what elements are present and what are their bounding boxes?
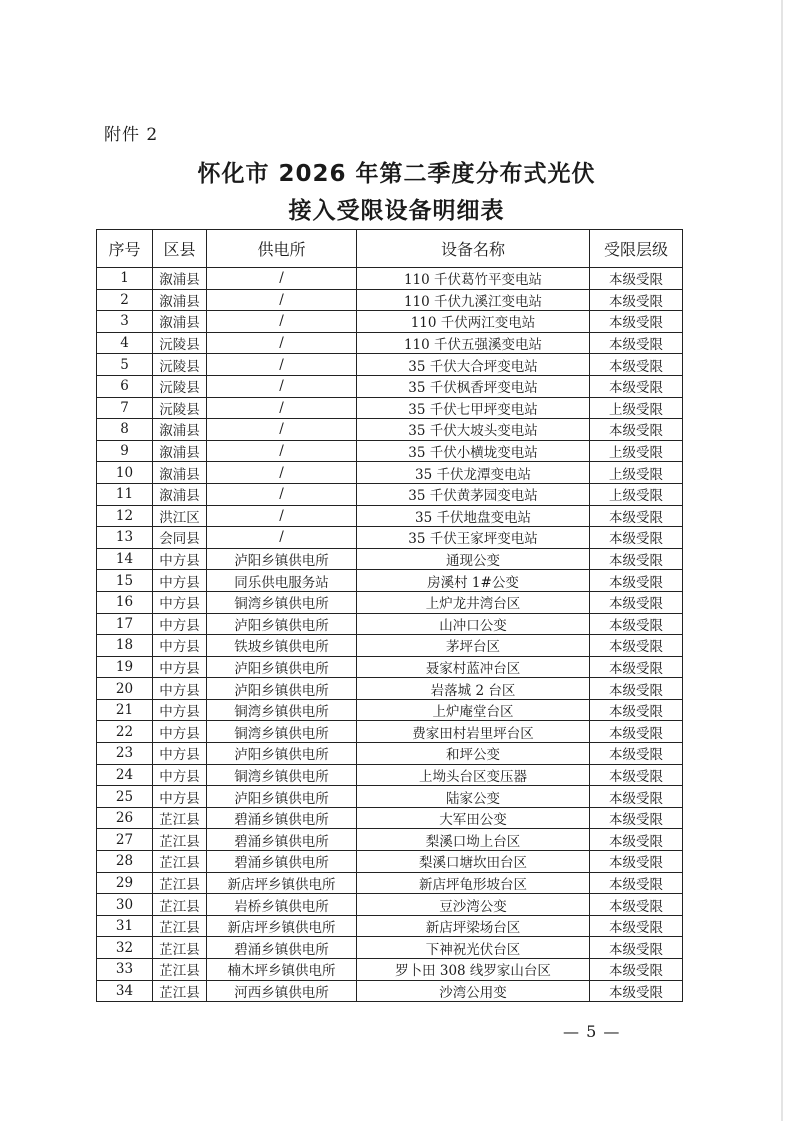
cell-serial-number: 8 [97,419,153,441]
cell-equipment-name: 35 千伏黄茅园变电站 [357,483,590,505]
cell-serial-number: 9 [97,440,153,462]
cell-equipment-name: 35 千伏龙潭变电站 [357,462,590,484]
cell-power-station: 新店坪乡镇供电所 [207,872,357,894]
scan-edge-line [781,0,783,1121]
cell-power-station: / [207,440,357,462]
table-row [97,354,683,376]
cell-restriction-level: 本级受限 [590,699,683,721]
cell-serial-number: 11 [97,483,153,505]
table-row [97,570,683,592]
cell-county: 芷江县 [153,915,207,937]
cell-serial-number: 25 [97,786,153,808]
table-row [97,807,683,829]
table-row [97,375,683,397]
table-row [97,656,683,678]
table-body [97,268,683,1002]
cell-equipment-name: 岩落城 2 台区 [357,678,590,700]
cell-power-station: 河西乡镇供电所 [207,980,357,1002]
cell-serial-number: 32 [97,937,153,959]
cell-serial-number: 23 [97,743,153,765]
cell-equipment-name: 罗卜田 308 线罗家山台区 [357,959,590,981]
table-row [97,894,683,916]
cell-county: 沅陵县 [153,375,207,397]
cell-county: 芷江县 [153,894,207,916]
cell-serial-number: 26 [97,807,153,829]
attachment-label: 附件 2 [104,125,159,145]
table-row [97,613,683,635]
cell-equipment-name: 上炉龙井湾台区 [357,591,590,613]
cell-serial-number: 13 [97,527,153,549]
cell-county: 溆浦县 [153,462,207,484]
cell-power-station: 铜湾乡镇供电所 [207,591,357,613]
cell-serial-number: 16 [97,591,153,613]
cell-restriction-level: 本级受限 [590,678,683,700]
cell-county: 中方县 [153,591,207,613]
cell-power-station: / [207,289,357,311]
cell-power-station: 碧涌乡镇供电所 [207,829,357,851]
table-header-row [97,230,683,268]
cell-power-station: / [207,419,357,441]
table-row [97,268,683,290]
cell-equipment-name: 上炉庵堂台区 [357,699,590,721]
cell-restriction-level: 本级受限 [590,332,683,354]
cell-serial-number: 5 [97,354,153,376]
cell-power-station: 楠木坪乡镇供电所 [207,959,357,981]
cell-equipment-name: 35 千伏王家坪变电站 [357,527,590,549]
cell-equipment-name: 35 千伏小横垅变电站 [357,440,590,462]
table-row [97,462,683,484]
cell-serial-number: 22 [97,721,153,743]
cell-county: 中方县 [153,743,207,765]
table-row [97,699,683,721]
cell-serial-number: 12 [97,505,153,527]
table-row [97,764,683,786]
cell-county: 会同县 [153,527,207,549]
cell-serial-number: 6 [97,375,153,397]
table-row [97,505,683,527]
cell-county: 中方县 [153,764,207,786]
cell-equipment-name: 聂家村蓝冲台区 [357,656,590,678]
cell-county: 中方县 [153,656,207,678]
cell-restriction-level: 本级受限 [590,268,683,290]
table-row [97,440,683,462]
cell-equipment-name: 35 千伏大坡头变电站 [357,419,590,441]
cell-restriction-level: 本级受限 [590,548,683,570]
cell-serial-number: 33 [97,959,153,981]
cell-restriction-level: 本级受限 [590,354,683,376]
cell-restriction-level: 本级受限 [590,807,683,829]
header-serial-number: 序号 [97,230,153,268]
cell-serial-number: 1 [97,268,153,290]
cell-restriction-level: 本级受限 [590,311,683,333]
table-row [97,483,683,505]
cell-equipment-name: 新店坪龟形坡台区 [357,872,590,894]
cell-serial-number: 2 [97,289,153,311]
cell-equipment-name: 梨溪口塘坎田台区 [357,851,590,873]
cell-power-station: 碧涌乡镇供电所 [207,807,357,829]
cell-county: 溆浦县 [153,268,207,290]
cell-restriction-level: 本级受限 [590,959,683,981]
cell-power-station: 铜湾乡镇供电所 [207,764,357,786]
cell-serial-number: 4 [97,332,153,354]
cell-power-station: / [207,332,357,354]
cell-power-station: / [207,268,357,290]
cell-power-station: / [207,483,357,505]
cell-county: 沅陵县 [153,354,207,376]
table-row [97,786,683,808]
cell-equipment-name: 通现公变 [357,548,590,570]
cell-restriction-level: 本级受限 [590,635,683,657]
cell-restriction-level: 上级受限 [590,440,683,462]
cell-restriction-level: 本级受限 [590,613,683,635]
cell-equipment-name: 房溪村 1#公变 [357,570,590,592]
cell-equipment-name: 110 千伏五强溪变电站 [357,332,590,354]
cell-restriction-level: 本级受限 [590,527,683,549]
cell-county: 芷江县 [153,807,207,829]
cell-restriction-level: 本级受限 [590,419,683,441]
cell-county: 溆浦县 [153,419,207,441]
cell-county: 芷江县 [153,851,207,873]
cell-serial-number: 21 [97,699,153,721]
table-row [97,915,683,937]
cell-equipment-name: 上坳头台区变压器 [357,764,590,786]
document-title-line-1: 怀化市 2026 年第二季度分布式光伏 [197,161,596,187]
cell-restriction-level: 上级受限 [590,397,683,419]
cell-restriction-level: 本级受限 [590,743,683,765]
cell-county: 中方县 [153,548,207,570]
cell-equipment-name: 沙湾公用变 [357,980,590,1002]
cell-equipment-name: 35 千伏大合坪变电站 [357,354,590,376]
table-row [97,527,683,549]
cell-serial-number: 7 [97,397,153,419]
cell-county: 芷江县 [153,959,207,981]
table-row [97,635,683,657]
cell-equipment-name: 下神祝光伏台区 [357,937,590,959]
cell-serial-number: 10 [97,462,153,484]
cell-restriction-level: 本级受限 [590,656,683,678]
cell-power-station: 泸阳乡镇供电所 [207,743,357,765]
cell-restriction-level: 本级受限 [590,505,683,527]
cell-county: 中方县 [153,570,207,592]
table-row [97,289,683,311]
cell-serial-number: 17 [97,613,153,635]
cell-county: 溆浦县 [153,483,207,505]
cell-restriction-level: 本级受限 [590,591,683,613]
table-row [97,332,683,354]
cell-restriction-level: 本级受限 [590,721,683,743]
cell-equipment-name: 陆家公变 [357,786,590,808]
cell-county: 中方县 [153,721,207,743]
cell-county: 沅陵县 [153,332,207,354]
cell-county: 中方县 [153,635,207,657]
cell-county: 中方县 [153,786,207,808]
cell-equipment-name: 新店坪梁场台区 [357,915,590,937]
table-row [97,311,683,333]
cell-power-station: 同乐供电服务站 [207,570,357,592]
cell-county: 溆浦县 [153,289,207,311]
cell-power-station: 泸阳乡镇供电所 [207,548,357,570]
cell-equipment-name: 梨溪口坳上台区 [357,829,590,851]
cell-equipment-name: 费家田村岩里坪台区 [357,721,590,743]
cell-restriction-level: 本级受限 [590,289,683,311]
cell-serial-number: 30 [97,894,153,916]
table-row [97,721,683,743]
table-row [97,591,683,613]
cell-county: 中方县 [153,699,207,721]
cell-power-station: 铜湾乡镇供电所 [207,699,357,721]
cell-county: 芷江县 [153,829,207,851]
cell-power-station: 泸阳乡镇供电所 [207,656,357,678]
cell-serial-number: 15 [97,570,153,592]
table-row [97,678,683,700]
cell-restriction-level: 本级受限 [590,980,683,1002]
cell-power-station: 铁坡乡镇供电所 [207,635,357,657]
cell-county: 芷江县 [153,980,207,1002]
table-row [97,980,683,1002]
table-row [97,743,683,765]
cell-restriction-level: 本级受限 [590,851,683,873]
cell-county: 溆浦县 [153,311,207,333]
cell-power-station: / [207,527,357,549]
cell-power-station: / [207,505,357,527]
cell-restriction-level: 本级受限 [590,915,683,937]
cell-equipment-name: 110 千伏两江变电站 [357,311,590,333]
cell-power-station: 泸阳乡镇供电所 [207,613,357,635]
cell-county: 洪江区 [153,505,207,527]
table-row [97,851,683,873]
cell-power-station: / [207,311,357,333]
cell-power-station: 新店坪乡镇供电所 [207,915,357,937]
cell-power-station: 泸阳乡镇供电所 [207,786,357,808]
cell-serial-number: 27 [97,829,153,851]
cell-restriction-level: 本级受限 [590,375,683,397]
table-row [97,419,683,441]
table-row [97,829,683,851]
cell-county: 芷江县 [153,937,207,959]
cell-power-station: 铜湾乡镇供电所 [207,721,357,743]
cell-serial-number: 20 [97,678,153,700]
cell-equipment-name: 110 千伏葛竹平变电站 [357,268,590,290]
cell-restriction-level: 本级受限 [590,937,683,959]
cell-equipment-name: 山冲口公变 [357,613,590,635]
cell-serial-number: 19 [97,656,153,678]
cell-power-station: 岩桥乡镇供电所 [207,894,357,916]
cell-power-station: / [207,462,357,484]
header-county: 区县 [153,230,207,268]
cell-serial-number: 18 [97,635,153,657]
cell-serial-number: 34 [97,980,153,1002]
cell-restriction-level: 本级受限 [590,872,683,894]
cell-power-station: / [207,375,357,397]
cell-restriction-level: 本级受限 [590,764,683,786]
cell-serial-number: 24 [97,764,153,786]
cell-power-station: / [207,397,357,419]
cell-power-station: 泸阳乡镇供电所 [207,678,357,700]
cell-equipment-name: 35 千伏地盘变电站 [357,505,590,527]
cell-equipment-name: 和坪公变 [357,743,590,765]
cell-restriction-level: 本级受限 [590,829,683,851]
cell-restriction-level: 本级受限 [590,894,683,916]
page-number: — 5 — [563,1022,621,1041]
cell-restriction-level: 本级受限 [590,786,683,808]
header-power-station: 供电所 [207,230,357,268]
cell-serial-number: 31 [97,915,153,937]
cell-restriction-level: 上级受限 [590,462,683,484]
header-restriction-level: 受限层级 [590,230,683,268]
cell-county: 中方县 [153,613,207,635]
table-row [97,872,683,894]
table-row [97,937,683,959]
cell-county: 中方县 [153,678,207,700]
cell-power-station: / [207,354,357,376]
cell-equipment-name: 35 千伏七甲坪变电站 [357,397,590,419]
cell-restriction-level: 上级受限 [590,483,683,505]
cell-serial-number: 29 [97,872,153,894]
header-equipment-name: 设备名称 [357,230,590,268]
cell-equipment-name: 大军田公变 [357,807,590,829]
restricted-equipment-table [96,229,683,1002]
cell-serial-number: 28 [97,851,153,873]
cell-equipment-name: 35 千伏枫香坪变电站 [357,375,590,397]
cell-serial-number: 3 [97,311,153,333]
cell-equipment-name: 豆沙湾公变 [357,894,590,916]
cell-county: 溆浦县 [153,440,207,462]
table-row [97,397,683,419]
document-title-line-2: 接入受限设备明细表 [288,198,505,224]
cell-power-station: 碧涌乡镇供电所 [207,937,357,959]
cell-equipment-name: 茅坪台区 [357,635,590,657]
table-row [97,548,683,570]
cell-county: 芷江县 [153,872,207,894]
cell-serial-number: 14 [97,548,153,570]
cell-power-station: 碧涌乡镇供电所 [207,851,357,873]
cell-equipment-name: 110 千伏九溪江变电站 [357,289,590,311]
cell-county: 沅陵县 [153,397,207,419]
cell-restriction-level: 本级受限 [590,570,683,592]
table-row [97,959,683,981]
